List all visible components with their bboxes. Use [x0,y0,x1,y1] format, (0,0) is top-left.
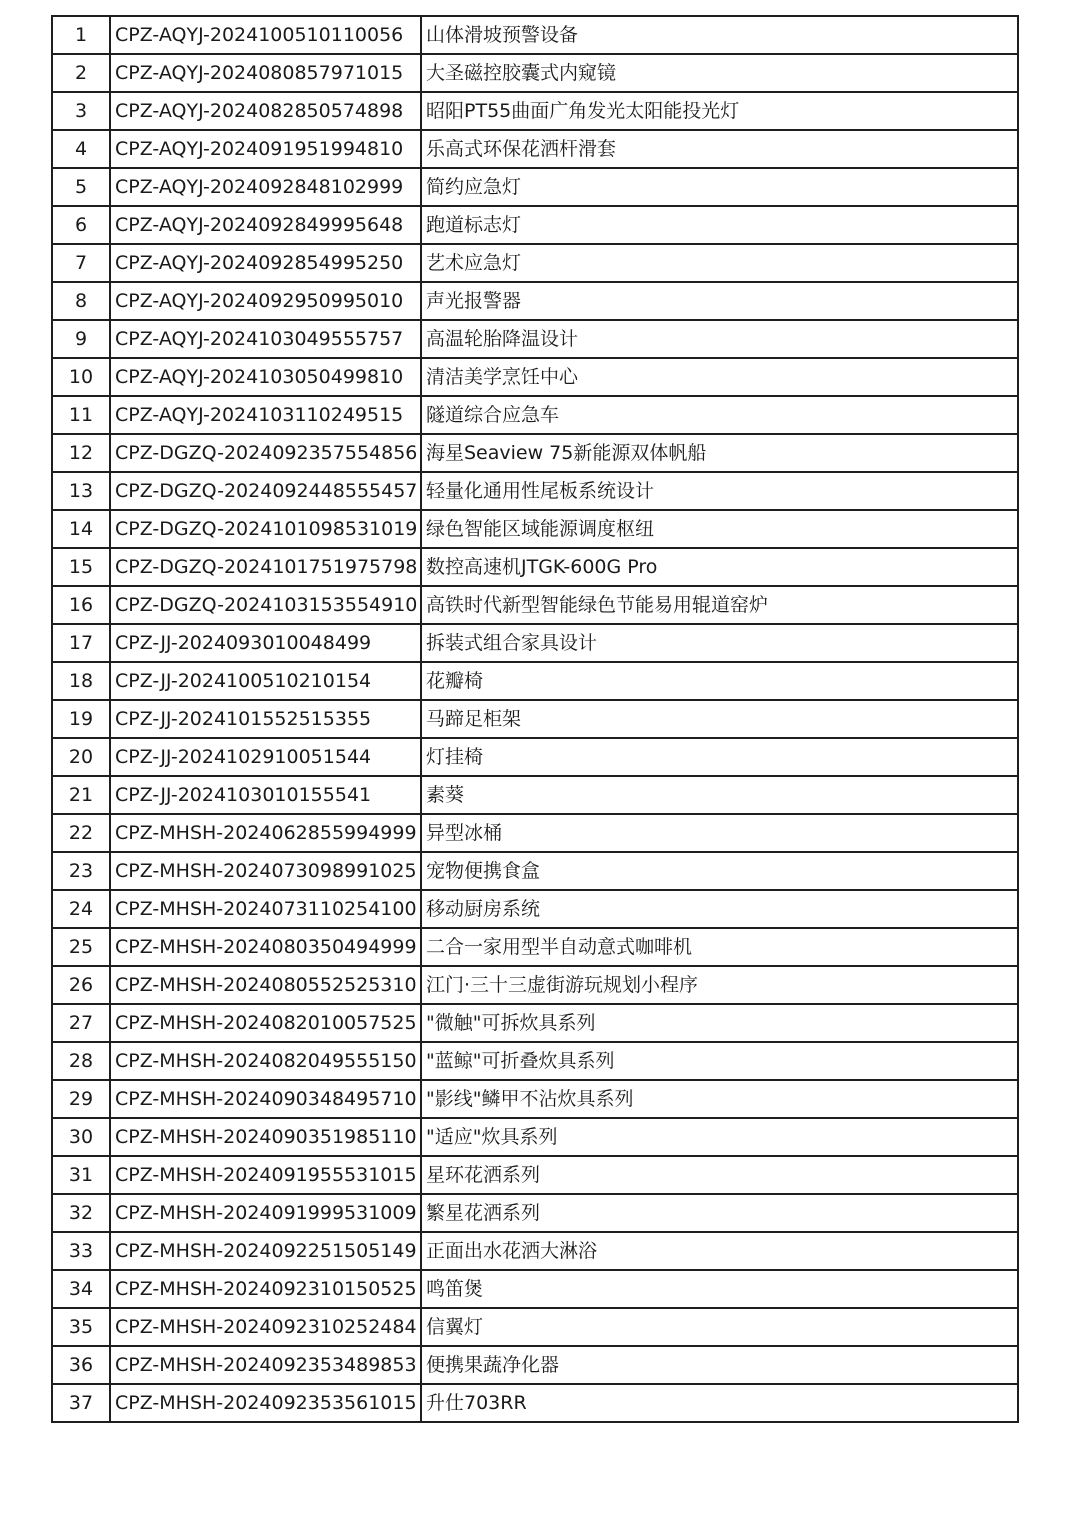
product-name-cell: 鸣笛煲 [421,1270,1018,1308]
row-number-cell: 15 [52,548,110,586]
row-number-cell: 36 [52,1346,110,1384]
table-row [52,510,1018,548]
document-page [51,15,1017,1423]
product-code-cell: CPZ-AQYJ-2024092848102999 [110,168,421,206]
product-name-cell: 艺术应急灯 [421,244,1018,282]
table-row [52,358,1018,396]
product-code-cell: CPZ-MHSH-2024082049555150 [110,1042,421,1080]
row-number-cell: 30 [52,1118,110,1156]
row-number-cell: 14 [52,510,110,548]
row-number-cell: 8 [52,282,110,320]
product-code-cell: CPZ-MHSH-2024092353489853 [110,1346,421,1384]
row-number-cell: 35 [52,1308,110,1346]
product-code-cell: CPZ-DGZQ-2024092357554856 [110,434,421,472]
table-row [52,776,1018,814]
row-number-cell: 4 [52,130,110,168]
product-name-cell: 便携果蔬净化器 [421,1346,1018,1384]
row-number-cell: 26 [52,966,110,1004]
table-row [52,1232,1018,1270]
row-number-cell: 25 [52,928,110,966]
row-number-cell: 11 [52,396,110,434]
product-code-cell: CPZ-MHSH-2024092353561015 [110,1384,421,1422]
row-number-cell: 28 [52,1042,110,1080]
product-code-cell: CPZ-MHSH-2024080350494999 [110,928,421,966]
table-row [52,928,1018,966]
product-name-cell: "适应"炊具系列 [421,1118,1018,1156]
product-name-cell: 大圣磁控胶囊式内窥镜 [421,54,1018,92]
row-number-cell: 31 [52,1156,110,1194]
table-row [52,92,1018,130]
table-row [52,1308,1018,1346]
product-name-cell: 灯挂椅 [421,738,1018,776]
product-name-cell: 信翼灯 [421,1308,1018,1346]
product-code-cell: CPZ-MHSH-2024091999531009 [110,1194,421,1232]
product-code-cell: CPZ-MHSH-2024080552525310 [110,966,421,1004]
product-name-cell: 移动厨房系统 [421,890,1018,928]
table-row [52,54,1018,92]
table-row [52,396,1018,434]
product-code-cell: CPZ-MHSH-2024092251505149 [110,1232,421,1270]
product-name-cell: 素葵 [421,776,1018,814]
table-row [52,16,1018,54]
product-name-cell: 宠物便携食盒 [421,852,1018,890]
row-number-cell: 33 [52,1232,110,1270]
row-number-cell: 13 [52,472,110,510]
product-name-cell: 花瓣椅 [421,662,1018,700]
product-name-cell: 异型冰桶 [421,814,1018,852]
product-name-cell: 简约应急灯 [421,168,1018,206]
product-name-cell: 跑道标志灯 [421,206,1018,244]
product-list-table [51,15,1019,1423]
table-row [52,586,1018,624]
product-code-cell: CPZ-AQYJ-2024082850574898 [110,92,421,130]
product-name-cell: 隧道综合应急车 [421,396,1018,434]
table-row [52,624,1018,662]
table-row [52,700,1018,738]
product-code-cell: CPZ-AQYJ-2024103110249515 [110,396,421,434]
row-number-cell: 34 [52,1270,110,1308]
product-code-cell: CPZ-AQYJ-2024091951994810 [110,130,421,168]
product-name-cell: 山体滑坡预警设备 [421,16,1018,54]
table-row [52,890,1018,928]
product-name-cell: 昭阳PT55曲面广角发光太阳能投光灯 [421,92,1018,130]
row-number-cell: 10 [52,358,110,396]
table-row [52,966,1018,1004]
product-name-cell: 高铁时代新型智能绿色节能易用辊道窑炉 [421,586,1018,624]
product-code-cell: CPZ-JJ-2024101552515355 [110,700,421,738]
product-code-cell: CPZ-JJ-2024093010048499 [110,624,421,662]
product-code-cell: CPZ-AQYJ-2024100510110056 [110,16,421,54]
table-row [52,1080,1018,1118]
row-number-cell: 20 [52,738,110,776]
product-code-cell: CPZ-MHSH-2024090351985110 [110,1118,421,1156]
product-code-cell: CPZ-DGZQ-2024103153554910 [110,586,421,624]
table-row [52,1004,1018,1042]
product-name-cell: 马蹄足柜架 [421,700,1018,738]
product-name-cell: 正面出水花洒大淋浴 [421,1232,1018,1270]
product-name-cell: 二合一家用型半自动意式咖啡机 [421,928,1018,966]
row-number-cell: 18 [52,662,110,700]
product-name-cell: "蓝鲸"可折叠炊具系列 [421,1042,1018,1080]
product-name-cell: 声光报警器 [421,282,1018,320]
row-number-cell: 22 [52,814,110,852]
product-code-cell: CPZ-MHSH-2024092310252484 [110,1308,421,1346]
product-code-cell: CPZ-AQYJ-2024092849995648 [110,206,421,244]
product-name-cell: 星环花洒系列 [421,1156,1018,1194]
table-row [52,1042,1018,1080]
table-row [52,1270,1018,1308]
product-name-cell: 繁星花洒系列 [421,1194,1018,1232]
table-row [52,434,1018,472]
row-number-cell: 2 [52,54,110,92]
table-row [52,1384,1018,1422]
product-code-cell: CPZ-MHSH-2024082010057525 [110,1004,421,1042]
row-number-cell: 12 [52,434,110,472]
product-name-cell: 数控高速机JTGK-600G Pro [421,548,1018,586]
table-row [52,662,1018,700]
table-row [52,130,1018,168]
row-number-cell: 21 [52,776,110,814]
table-row [52,1118,1018,1156]
product-code-cell: CPZ-JJ-2024103010155541 [110,776,421,814]
table-row [52,168,1018,206]
product-name-cell: 海星Seaview 75新能源双体帆船 [421,434,1018,472]
product-code-cell: CPZ-AQYJ-2024092854995250 [110,244,421,282]
row-number-cell: 19 [52,700,110,738]
product-code-cell: CPZ-JJ-2024102910051544 [110,738,421,776]
product-code-cell: CPZ-DGZQ-2024101751975798 [110,548,421,586]
product-name-cell: 江门·三十三虚街游玩规划小程序 [421,966,1018,1004]
product-name-cell: 高温轮胎降温设计 [421,320,1018,358]
table-row [52,738,1018,776]
product-name-cell: "微触"可拆炊具系列 [421,1004,1018,1042]
table-row [52,282,1018,320]
product-name-cell: 清洁美学烹饪中心 [421,358,1018,396]
product-code-cell: CPZ-MHSH-2024091955531015 [110,1156,421,1194]
product-name-cell: 乐高式环保花洒杆滑套 [421,130,1018,168]
row-number-cell: 3 [52,92,110,130]
product-code-cell: CPZ-AQYJ-2024103050499810 [110,358,421,396]
row-number-cell: 7 [52,244,110,282]
table-row [52,814,1018,852]
product-code-cell: CPZ-DGZQ-2024101098531019 [110,510,421,548]
product-code-cell: CPZ-DGZQ-2024092448555457 [110,472,421,510]
row-number-cell: 17 [52,624,110,662]
product-code-cell: CPZ-JJ-2024100510210154 [110,662,421,700]
table-row [52,472,1018,510]
table-row [52,1346,1018,1384]
table-row [52,548,1018,586]
row-number-cell: 16 [52,586,110,624]
row-number-cell: 29 [52,1080,110,1118]
product-name-cell: 升仕703RR [421,1384,1018,1422]
row-number-cell: 9 [52,320,110,358]
product-name-cell: "影线"鳞甲不沾炊具系列 [421,1080,1018,1118]
product-code-cell: CPZ-MHSH-2024090348495710 [110,1080,421,1118]
product-code-cell: CPZ-MHSH-2024073110254100 [110,890,421,928]
product-name-cell: 拆装式组合家具设计 [421,624,1018,662]
product-name-cell: 绿色智能区域能源调度枢纽 [421,510,1018,548]
row-number-cell: 6 [52,206,110,244]
product-name-cell: 轻量化通用性尾板系统设计 [421,472,1018,510]
row-number-cell: 24 [52,890,110,928]
product-code-cell: CPZ-AQYJ-2024103049555757 [110,320,421,358]
table-row [52,852,1018,890]
product-code-cell: CPZ-MHSH-2024092310150525 [110,1270,421,1308]
table-body [52,16,1018,1422]
row-number-cell: 5 [52,168,110,206]
row-number-cell: 1 [52,16,110,54]
product-code-cell: CPZ-AQYJ-2024080857971015 [110,54,421,92]
table-row [52,244,1018,282]
table-row [52,206,1018,244]
table-row [52,1156,1018,1194]
product-code-cell: CPZ-MHSH-2024073098991025 [110,852,421,890]
table-row [52,320,1018,358]
row-number-cell: 32 [52,1194,110,1232]
product-code-cell: CPZ-MHSH-2024062855994999 [110,814,421,852]
product-code-cell: CPZ-AQYJ-2024092950995010 [110,282,421,320]
row-number-cell: 27 [52,1004,110,1042]
table-row [52,1194,1018,1232]
row-number-cell: 23 [52,852,110,890]
row-number-cell: 37 [52,1384,110,1422]
